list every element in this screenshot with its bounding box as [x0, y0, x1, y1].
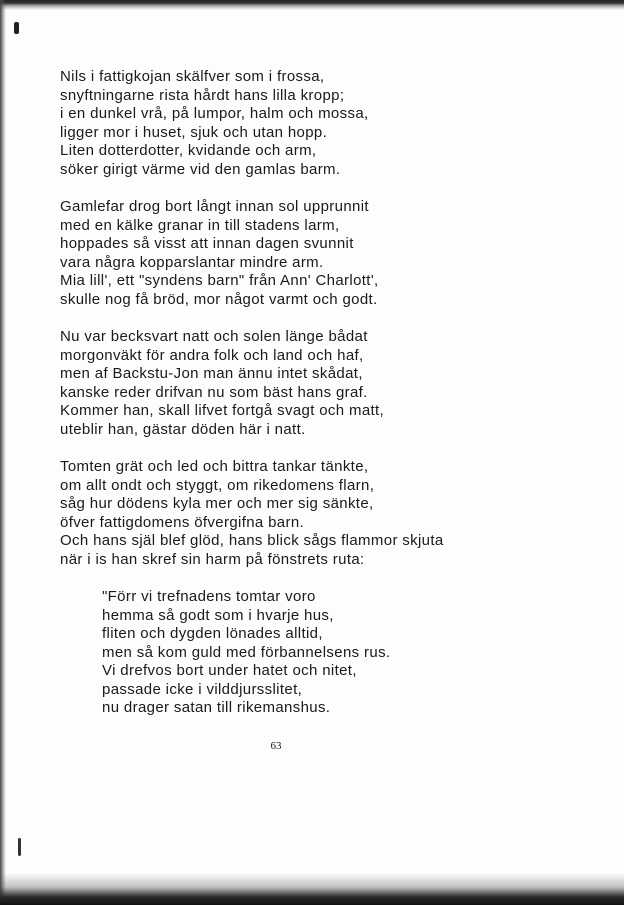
poem-line: Liten dotterdotter, kvidande och arm,	[60, 142, 317, 159]
poem-line: morgonväkt för andra folk och land och haf,	[60, 346, 364, 364]
scan-mark	[18, 838, 21, 856]
poem-line: passade icke i vilddjursslitet,	[102, 680, 303, 698]
poem-line: i en dunkel vrå, på lumpor, halm och mossa,	[60, 105, 369, 122]
stanza-4	[60, 458, 600, 569]
poem-line: hoppades så visst att innan dagen svunnit	[60, 235, 354, 252]
poem-body	[60, 68, 600, 737]
poem-line: när i is han skref sin harm på fönstrets ruta:	[60, 550, 365, 568]
poem-line: fliten och dygden lönades alltid,	[102, 625, 323, 642]
poem-line: snyftningarne rista hårdt hans lilla kropp;	[60, 86, 345, 104]
stanza-5-quote	[102, 588, 600, 718]
poem-line: nu drager satan till rikemanshus.	[102, 699, 331, 716]
poem-line: Tomten grät och led och bittra tankar tänkte,	[60, 458, 369, 475]
poem-line: Nu var becksvart natt och solen länge bådat	[60, 328, 368, 345]
poem-line: Nils i fattigkojan skälfver som i frossa,	[60, 68, 325, 85]
page-number: 63	[270, 740, 282, 752]
poem-line: vara några kopparslantar mindre arm.	[60, 253, 324, 271]
poem-line: men af Backstu-Jon man ännu intet skådat,	[60, 365, 363, 382]
stanza-3	[60, 328, 600, 439]
poem-line: Och hans själ blef glöd, hans blick sågs flammor skjuta	[60, 532, 444, 549]
poem-line: skulle nog få bröd, mor något varmt och godt.	[60, 290, 378, 308]
poem-line: Vi drefvos bort under hatet och nitet,	[102, 662, 357, 679]
poem-line: hemma så godt som i hvarje hus,	[102, 606, 334, 624]
poem-line: uteblir han, gästar döden här i natt.	[60, 420, 306, 438]
poem-line: ligger mor i huset, sjuk och utan hopp.	[60, 123, 328, 141]
poem-line: Mia lill', ett "syndens barn" från Ann' Charlott',	[60, 272, 379, 289]
stanza-1	[60, 68, 600, 179]
poem-line: med en kälke granar in till stadens larm,	[60, 216, 340, 234]
stanza-2	[60, 198, 600, 309]
scan-top-edge	[0, 0, 624, 10]
scan-bottom-edge	[0, 873, 624, 905]
poem-line: såg hur dödens kyla mer och mer sig sänkte,	[60, 495, 374, 512]
poem-line: söker girigt värme vid den gamlas barm.	[60, 160, 341, 178]
poem-line: öfver fattigdomens öfvergifna barn.	[60, 513, 305, 531]
poem-line: "Förr vi trefnadens tomtar voro	[102, 588, 316, 605]
poem-line: men så kom guld med förbannelsens rus.	[102, 643, 391, 661]
scan-left-edge	[0, 0, 6, 905]
poem-line: om allt ondt och styggt, om rikedomens flarn,	[60, 476, 375, 494]
poem-line: Gamlefar drog bort långt innan sol upprunnit	[60, 198, 369, 215]
scan-mark	[14, 22, 19, 34]
poem-line: Kommer han, skall lifvet fortgå svagt och matt,	[60, 402, 385, 419]
poem-line: kanske reder drifvan nu som bäst hans graf.	[60, 383, 368, 401]
